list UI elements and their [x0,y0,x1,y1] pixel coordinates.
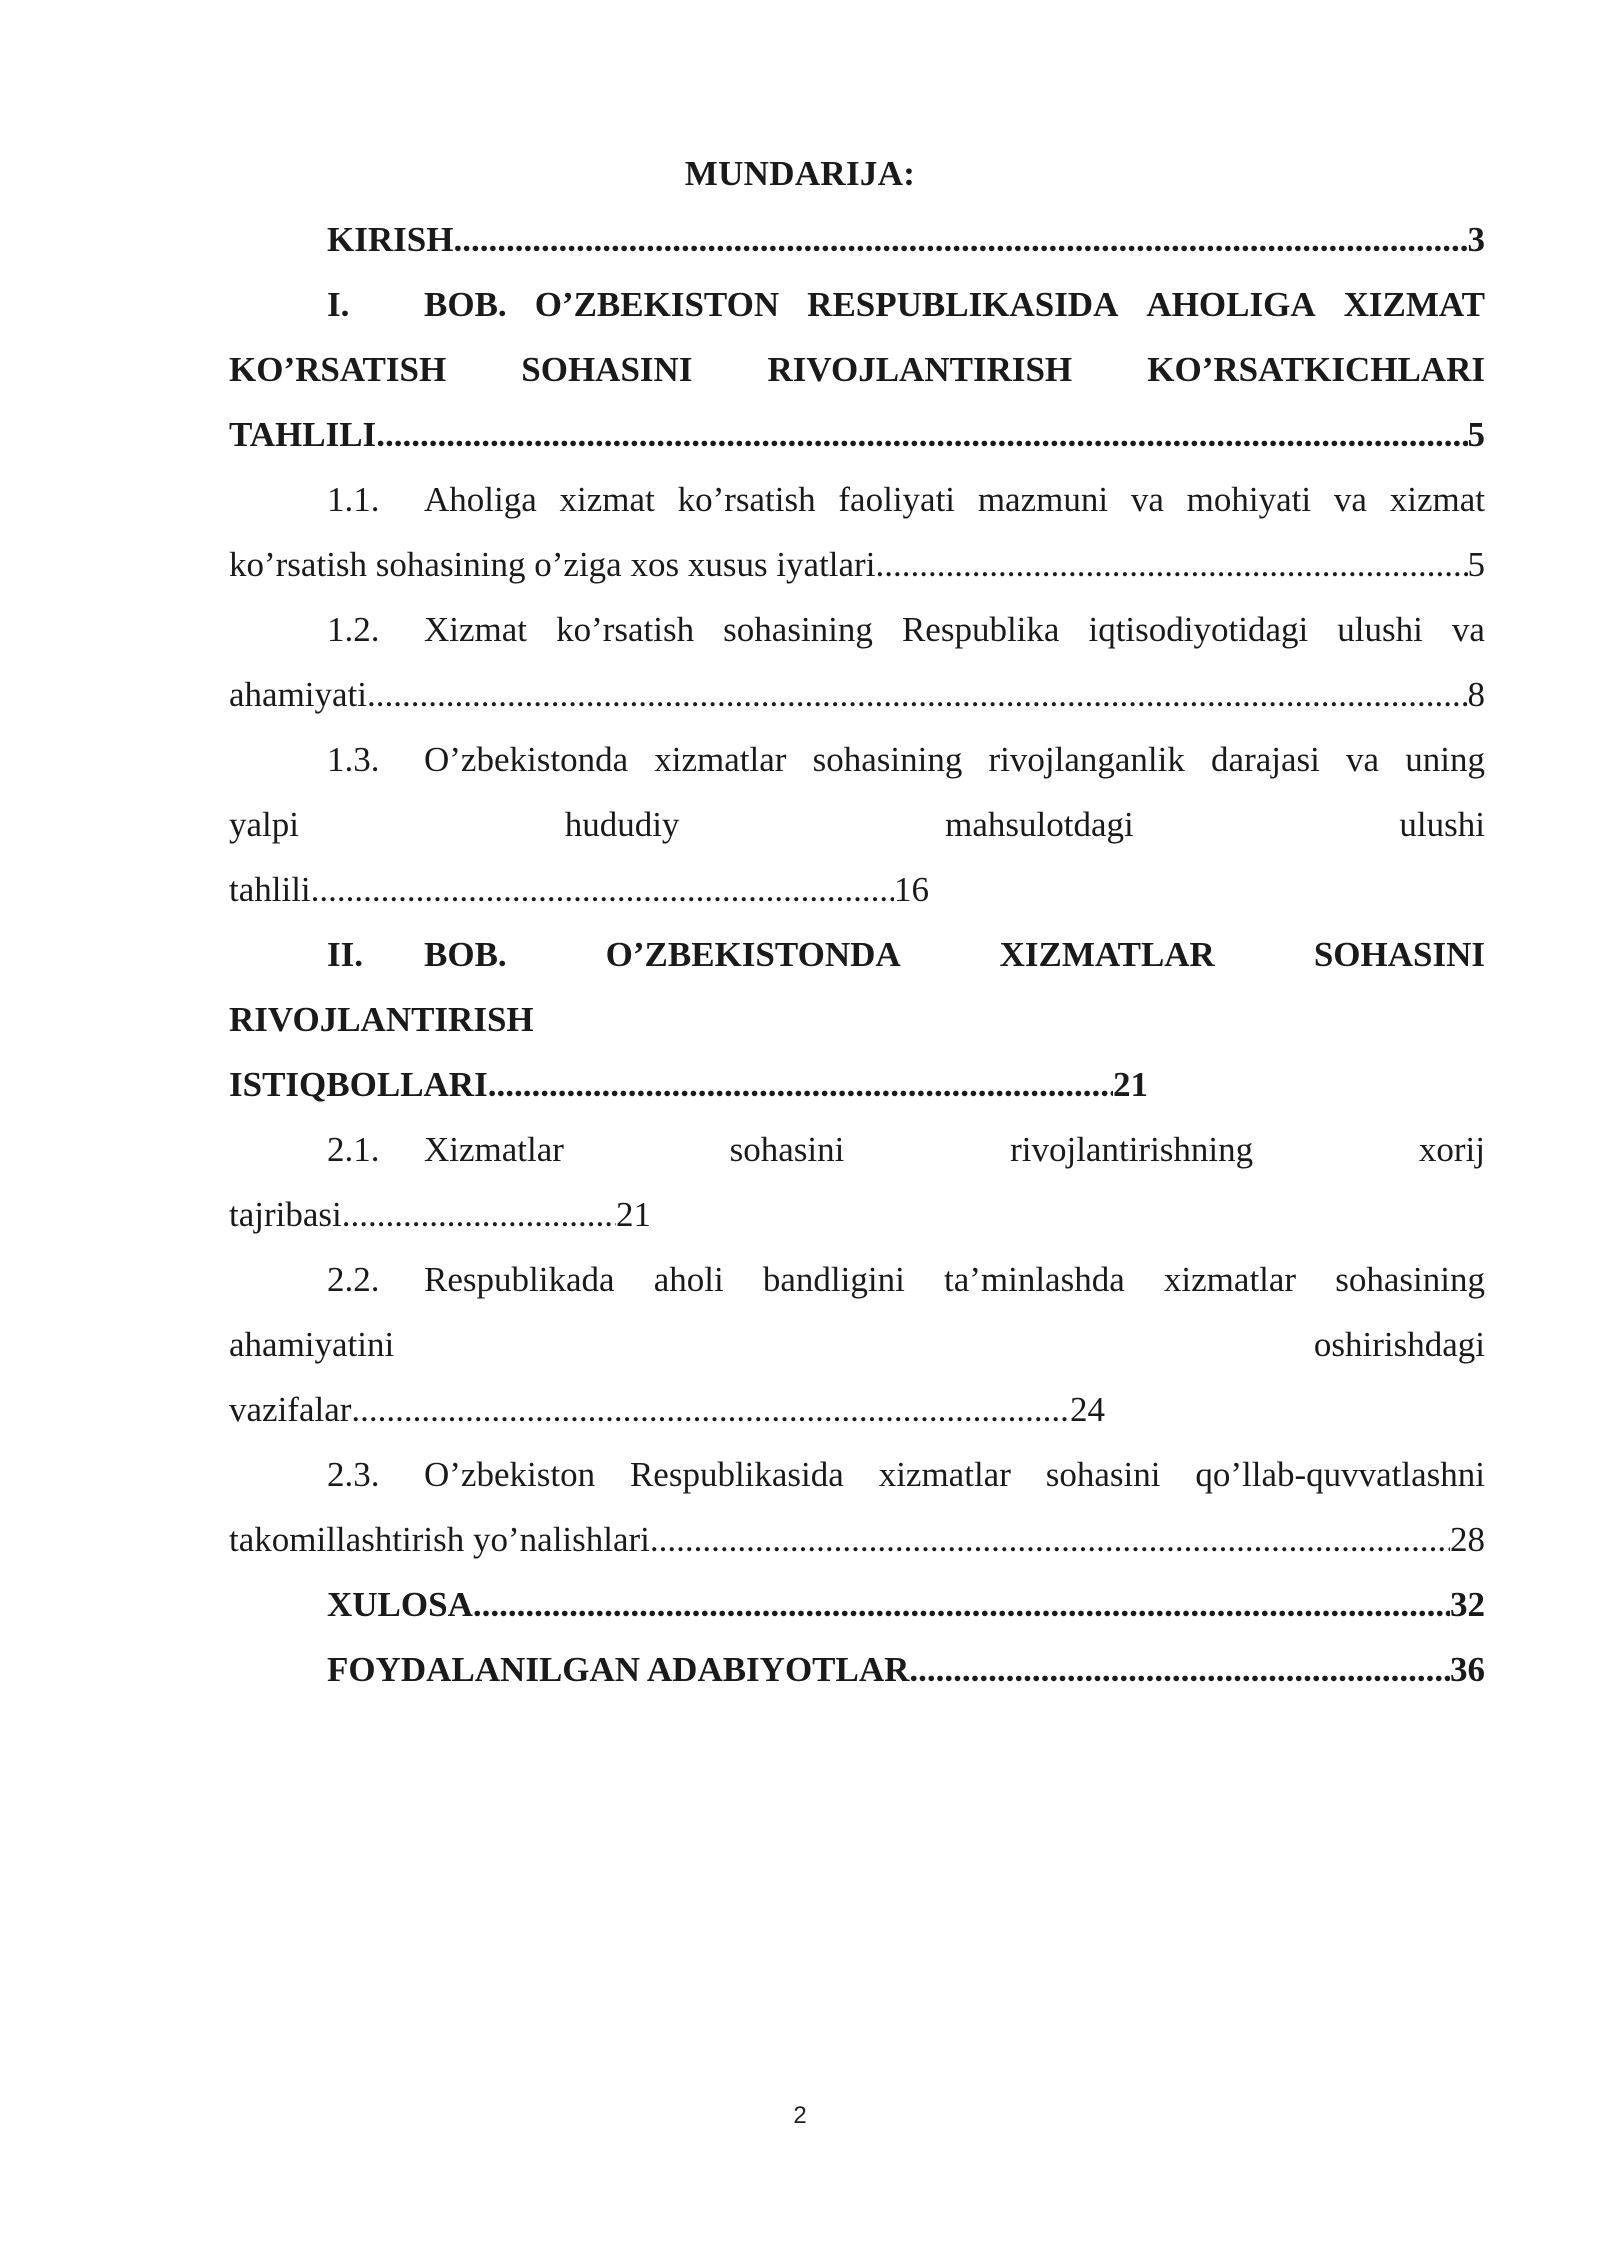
word: Xizmat [424,610,528,649]
entry-title: ISTIQBOLLARI [229,1065,488,1104]
dot-leader [473,1583,1450,1627]
word: iqtisodiyotidagi [1088,610,1309,649]
entry-title: TAHLILI [229,415,377,454]
word: Respublikasida [629,1455,844,1494]
word: ta’minlashda [943,1260,1125,1299]
entry-title: ko’rsatish sohasining o’ziga xos xusus iyatlari [229,545,876,584]
word: BOB. [424,935,507,974]
page-ref: 21 [616,1195,651,1234]
word: XIZMAT [1343,285,1485,324]
dot-leader [376,413,1467,457]
section-title-line-2 [229,1518,1485,1562]
toc-entry-1-1[interactable] [229,478,1485,522]
section-title-line-1 [424,738,1485,782]
page-ref: 16 [894,870,929,909]
section-number: 1.3. [327,740,380,779]
toc-entry-1-2[interactable] [229,608,1485,652]
word: va [1451,610,1485,649]
section-number: 1.2. [327,610,380,649]
word: sohasining [812,740,963,779]
word: ko’rsatish [677,480,816,519]
dot-leader [351,1388,1070,1432]
word: RESPUBLIKASIDA [807,285,1119,324]
word: xizmatlar [878,1455,1011,1494]
chapter-title-line-3 [229,413,1485,457]
dot-leader [875,543,1467,587]
section-title-line-1 [424,1453,1485,1497]
word: xizmatlar [1163,1260,1297,1299]
word: xizmat [559,480,655,519]
section-title-line-1 [424,478,1485,522]
word: sohasining [723,610,873,649]
word: Respublika [901,610,1060,649]
word: oshirishdagi [1313,1325,1485,1364]
entry-title: tajribasi [229,1195,342,1234]
word: SOHASINI [1313,935,1485,974]
toc-entry-chapter-2[interactable] [229,933,1485,977]
section-number: 2.3. [327,1455,380,1494]
word: uning [1405,740,1485,779]
entry-title: vazifalar [229,1390,352,1429]
dot-leader [488,1063,1113,1107]
page-number: 2 [793,2102,807,2129]
word: mazmuni [977,480,1109,519]
word: rivojlantirishning [1010,1130,1254,1169]
entry-title: XULOSA [327,1585,473,1624]
word: RIVOJLANTIRISH [229,1000,534,1039]
chapter-title-line-1 [424,283,1485,327]
word: mahsulotdagi [945,805,1134,844]
page-ref: 21 [1113,1065,1148,1104]
dot-leader [311,868,894,912]
toc-entry-2-3[interactable] [229,1453,1485,1497]
page-ref: 36 [1450,1650,1485,1689]
entry-with-leader [229,1388,1105,1432]
word: xizmat [1389,480,1485,519]
word: SOHASINI [521,350,693,389]
section-title-line-1 [424,608,1485,652]
word: hududiy [564,805,680,844]
dot-leader [909,1648,1450,1692]
entry-title: KIRISH [327,220,454,259]
toc-heading: MUNDARIJA: [684,154,916,193]
entry-title: takomillashtirish yo’nalishlari [229,1520,650,1559]
word: ulushi [1399,805,1485,844]
section-title-line-1 [424,1258,1485,1302]
word: Xizmatlar [424,1130,564,1169]
word: O’zbekiston [424,1455,596,1494]
word: KO’RSATISH [229,350,447,389]
word: va [1130,480,1164,519]
toc-entry-xulosa[interactable] [229,1583,1485,1627]
entry-with-leader [229,1063,1148,1107]
page-ref: 5 [1467,545,1485,584]
entry-title: FOYDALANILGAN ADABIYOTLAR [327,1650,910,1689]
page-ref: 28 [1450,1520,1485,1559]
word: ulushi [1337,610,1423,649]
word: xizmatlar [654,740,787,779]
word: yalpi [229,805,299,844]
section-title-line-3 [229,1388,1485,1432]
toc-entry-chapter-1[interactable] [229,283,1485,327]
word: bandligini [762,1260,905,1299]
word: XIZMATLAR [999,935,1215,974]
page-ref: 3 [1467,220,1485,259]
chapter-title-line-3 [229,1063,1485,1107]
chapter-number: I. [327,285,350,324]
word: xorij [1418,1130,1485,1169]
section-title-line-3 [229,868,1485,912]
word: darajasi [1211,740,1320,779]
toc-entry-1-3[interactable] [229,738,1485,782]
entry-title: ahamiyati [229,675,368,714]
entry-with-leader [229,868,929,912]
entry-title: tahlili [229,870,311,909]
word: KO’RSATKICHLARI [1147,350,1485,389]
word: sohasini [729,1130,845,1169]
word: va [1333,480,1367,519]
word: mohiyati [1186,480,1312,519]
word: aholi [653,1260,724,1299]
section-title-line-2 [229,543,1485,587]
toc-entry-adabiyotlar[interactable] [229,1648,1485,1692]
page-ref: 24 [1070,1390,1105,1429]
word: rivojlanganlik [988,740,1185,779]
word: RIVOJLANTIRISH [767,350,1073,389]
page-ref: 5 [1467,415,1485,454]
word: qo’llab-quvvatlashni [1195,1455,1485,1494]
section-number: 1.1. [327,480,380,519]
word: sohasining [1335,1260,1485,1299]
word: ahamiyatini [229,1325,395,1364]
section-title-line-2 [229,673,1485,717]
section-title-line-2 [229,1323,1485,1367]
entry-with-leader [229,1193,651,1237]
toc-entry-2-2[interactable] [229,1258,1485,1302]
dot-leader [453,218,1467,262]
chapter-title-line-1 [424,933,1485,977]
toc-entry-kirish[interactable] [229,218,1485,262]
page-ref: 32 [1450,1585,1485,1624]
dot-leader [367,673,1467,717]
section-title-line-2 [229,1193,1485,1237]
word: sohasini [1045,1455,1161,1494]
word: faoliyati [838,480,956,519]
chapter-number: II. [327,935,363,974]
word: O’ZBEKISTON [534,285,780,324]
word: O’zbekistonda [424,740,629,779]
word: O’ZBEKISTONDA [605,935,901,974]
page-ref: 8 [1467,675,1485,714]
toc-entry-2-1[interactable] [229,1128,1485,1172]
word: AHOLIGA [1146,285,1316,324]
word: Respublikada [424,1260,615,1299]
word: BOB. [424,285,507,324]
word: va [1346,740,1380,779]
section-number: 2.1. [327,1130,380,1169]
chapter-title-line-2 [229,348,1485,392]
chapter-title-line-2 [229,998,1485,1042]
dot-leader [650,1518,1450,1562]
section-title-line-1 [424,1128,1485,1172]
dot-leader [342,1193,616,1237]
section-number: 2.2. [327,1260,380,1299]
section-title-line-2 [229,803,1485,847]
word: ko’rsatish [556,610,695,649]
word: Aholiga [424,480,537,519]
